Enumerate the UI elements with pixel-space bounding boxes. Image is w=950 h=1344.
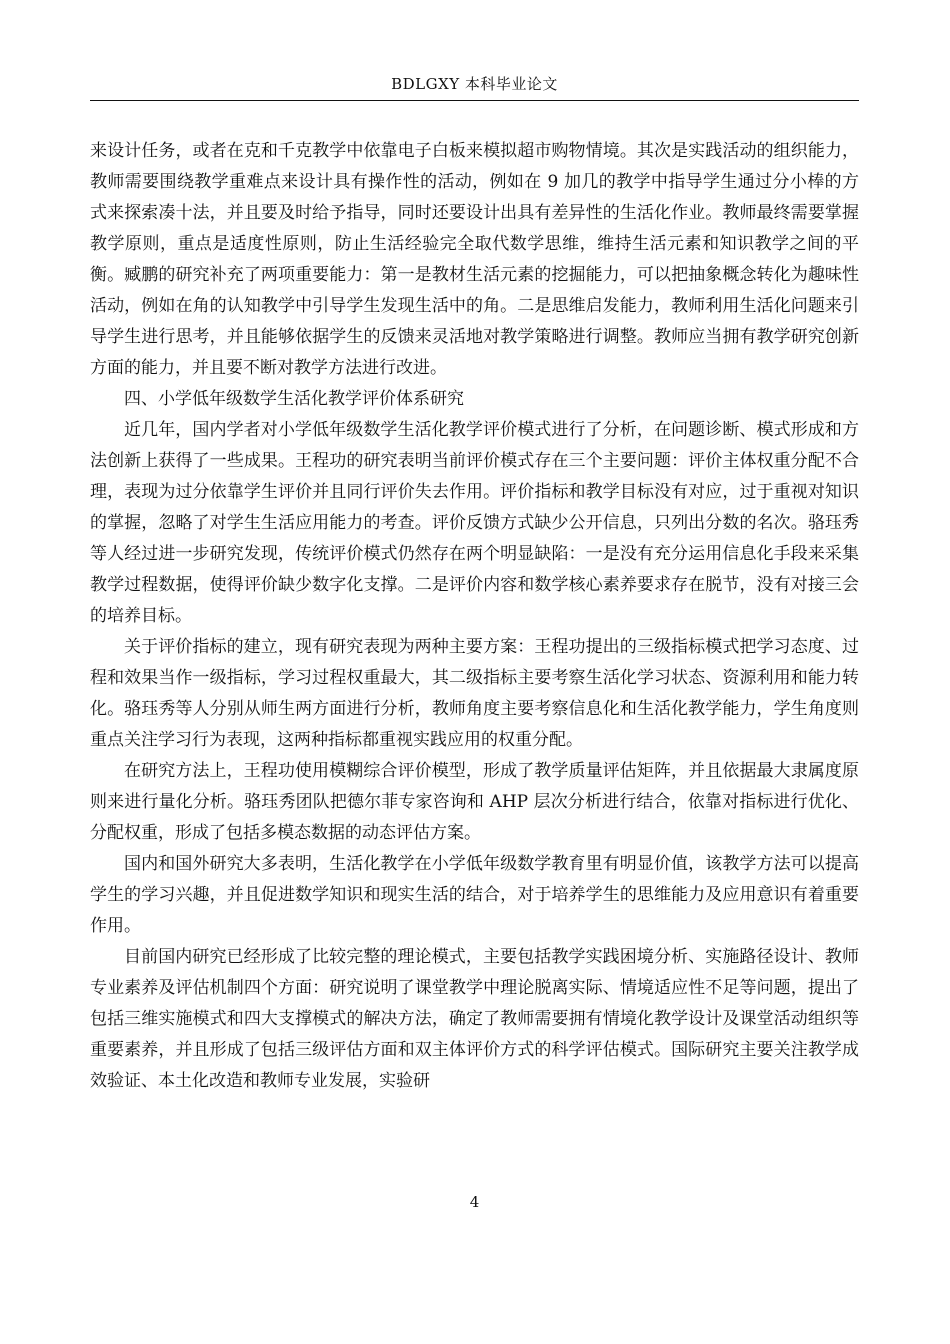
- paragraph-continued: 来设计任务，或者在克和千克教学中依靠电子白板来模拟超市购物情境。其次是实践活动的组织能力，教师需要围绕教学重难点来设计具有操作性的活动，例如在 9 加几的教学中指导学生通过分小棒的方式来探索凑十法，并且要及时给予指导，同时还要设计出具有差异性的生活化作业。教师最终需要掌握教学原则，重点是适度性原则，防止生活经验完全取代数学思维，维持生活元素和知识教学之间的平衡。臧鹏的研究补充了两项重要能力：第一是教材生活元素的挖掘能力，可以把抽象概念转化为趣味性活动，例如在角的认知教学中引导学生发现生活中的角。二是思维启发能力，教师利用生活化问题来引导学生进行思考，并且能够依据学生的反馈来灵活地对教学策略进行调整。教师应当拥有教学研究创新方面的能力，并且要不断对教学方法进行改进。: [90, 141, 859, 378]
- header-divider: [90, 100, 859, 101]
- paragraph: 目前国内研究已经形成了比较完整的理论模式，主要包括教学实践困境分析、实施路径设计、教师专业素养及评估机制四个方面：研究说明了课堂教学中理论脱离实际、情境适应性不足等问题，提出了包括三维实施模式和四大支撑模式的解决方法，确定了教师需要拥有情境化教学设计及课堂活动组织等重要素养，并且形成了包括三级评估方面和双主体评价方式的科学评估模式。国际研究主要关注教学成效验证、本土化改造和教师专业发展，实验研: [90, 947, 859, 1091]
- section-heading: 四、小学低年级数学生活化教学评价体系研究: [124, 389, 464, 409]
- paragraph: 国内和国外研究大多表明，生活化教学在小学低年级数学教育里有明显价值，该教学方法可以提高学生的学习兴趣，并且促进数学知识和现实生活的结合，对于培养学生的思维能力及应用意识有着重要作用。: [90, 854, 859, 936]
- paragraph: 近几年，国内学者对小学低年级数学生活化教学评价模式进行了分析，在问题诊断、模式形成和方法创新上获得了一些成果。王程功的研究表明当前评价模式存在三个主要问题：评价主体权重分配不合理，表现为过分依靠学生评价并且同行评价失去作用。评价指标和教学目标没有对应，过于重视对知识的掌握，忽略了对学生生活应用能力的考查。评价反馈方式缺少公开信息，只列出分数的名次。骆珏秀等人经过进一步研究发现，传统评价模式仍然存在两个明显缺陷：一是没有充分运用信息化手段来采集教学过程数据，使得评价缺少数字化支撑。二是评价内容和数学核心素养要求存在脱节，没有对接三会的培养目标。: [90, 420, 859, 626]
- page-number: 4: [469, 1193, 480, 1211]
- body-text: [90, 136, 859, 1097]
- running-header: BDLGXY 本科毕业论文: [391, 75, 558, 93]
- paragraph: 关于评价指标的建立，现有研究表现为两种主要方案：王程功提出的三级指标模式把学习态度、过程和效果当作一级指标，学习过程权重最大，其二级指标主要考察生活化学习状态、资源利用和能力转化。骆珏秀等人分别从师生两方面进行分析，教师角度主要考察信息化和生活化教学能力，学生角度则重点关注学习行为表现，这两种指标都重视实践应用的权重分配。: [90, 637, 859, 750]
- paragraph: 在研究方法上，王程功使用模糊综合评价模型，形成了教学质量评估矩阵，并且依据最大隶属度原则来进行量化分析。骆珏秀团队把德尔菲专家咨询和 AHP 层次分析进行结合，依靠对指标进行优化、分配权重，形成了包括多模态数据的动态评估方案。: [90, 761, 859, 843]
